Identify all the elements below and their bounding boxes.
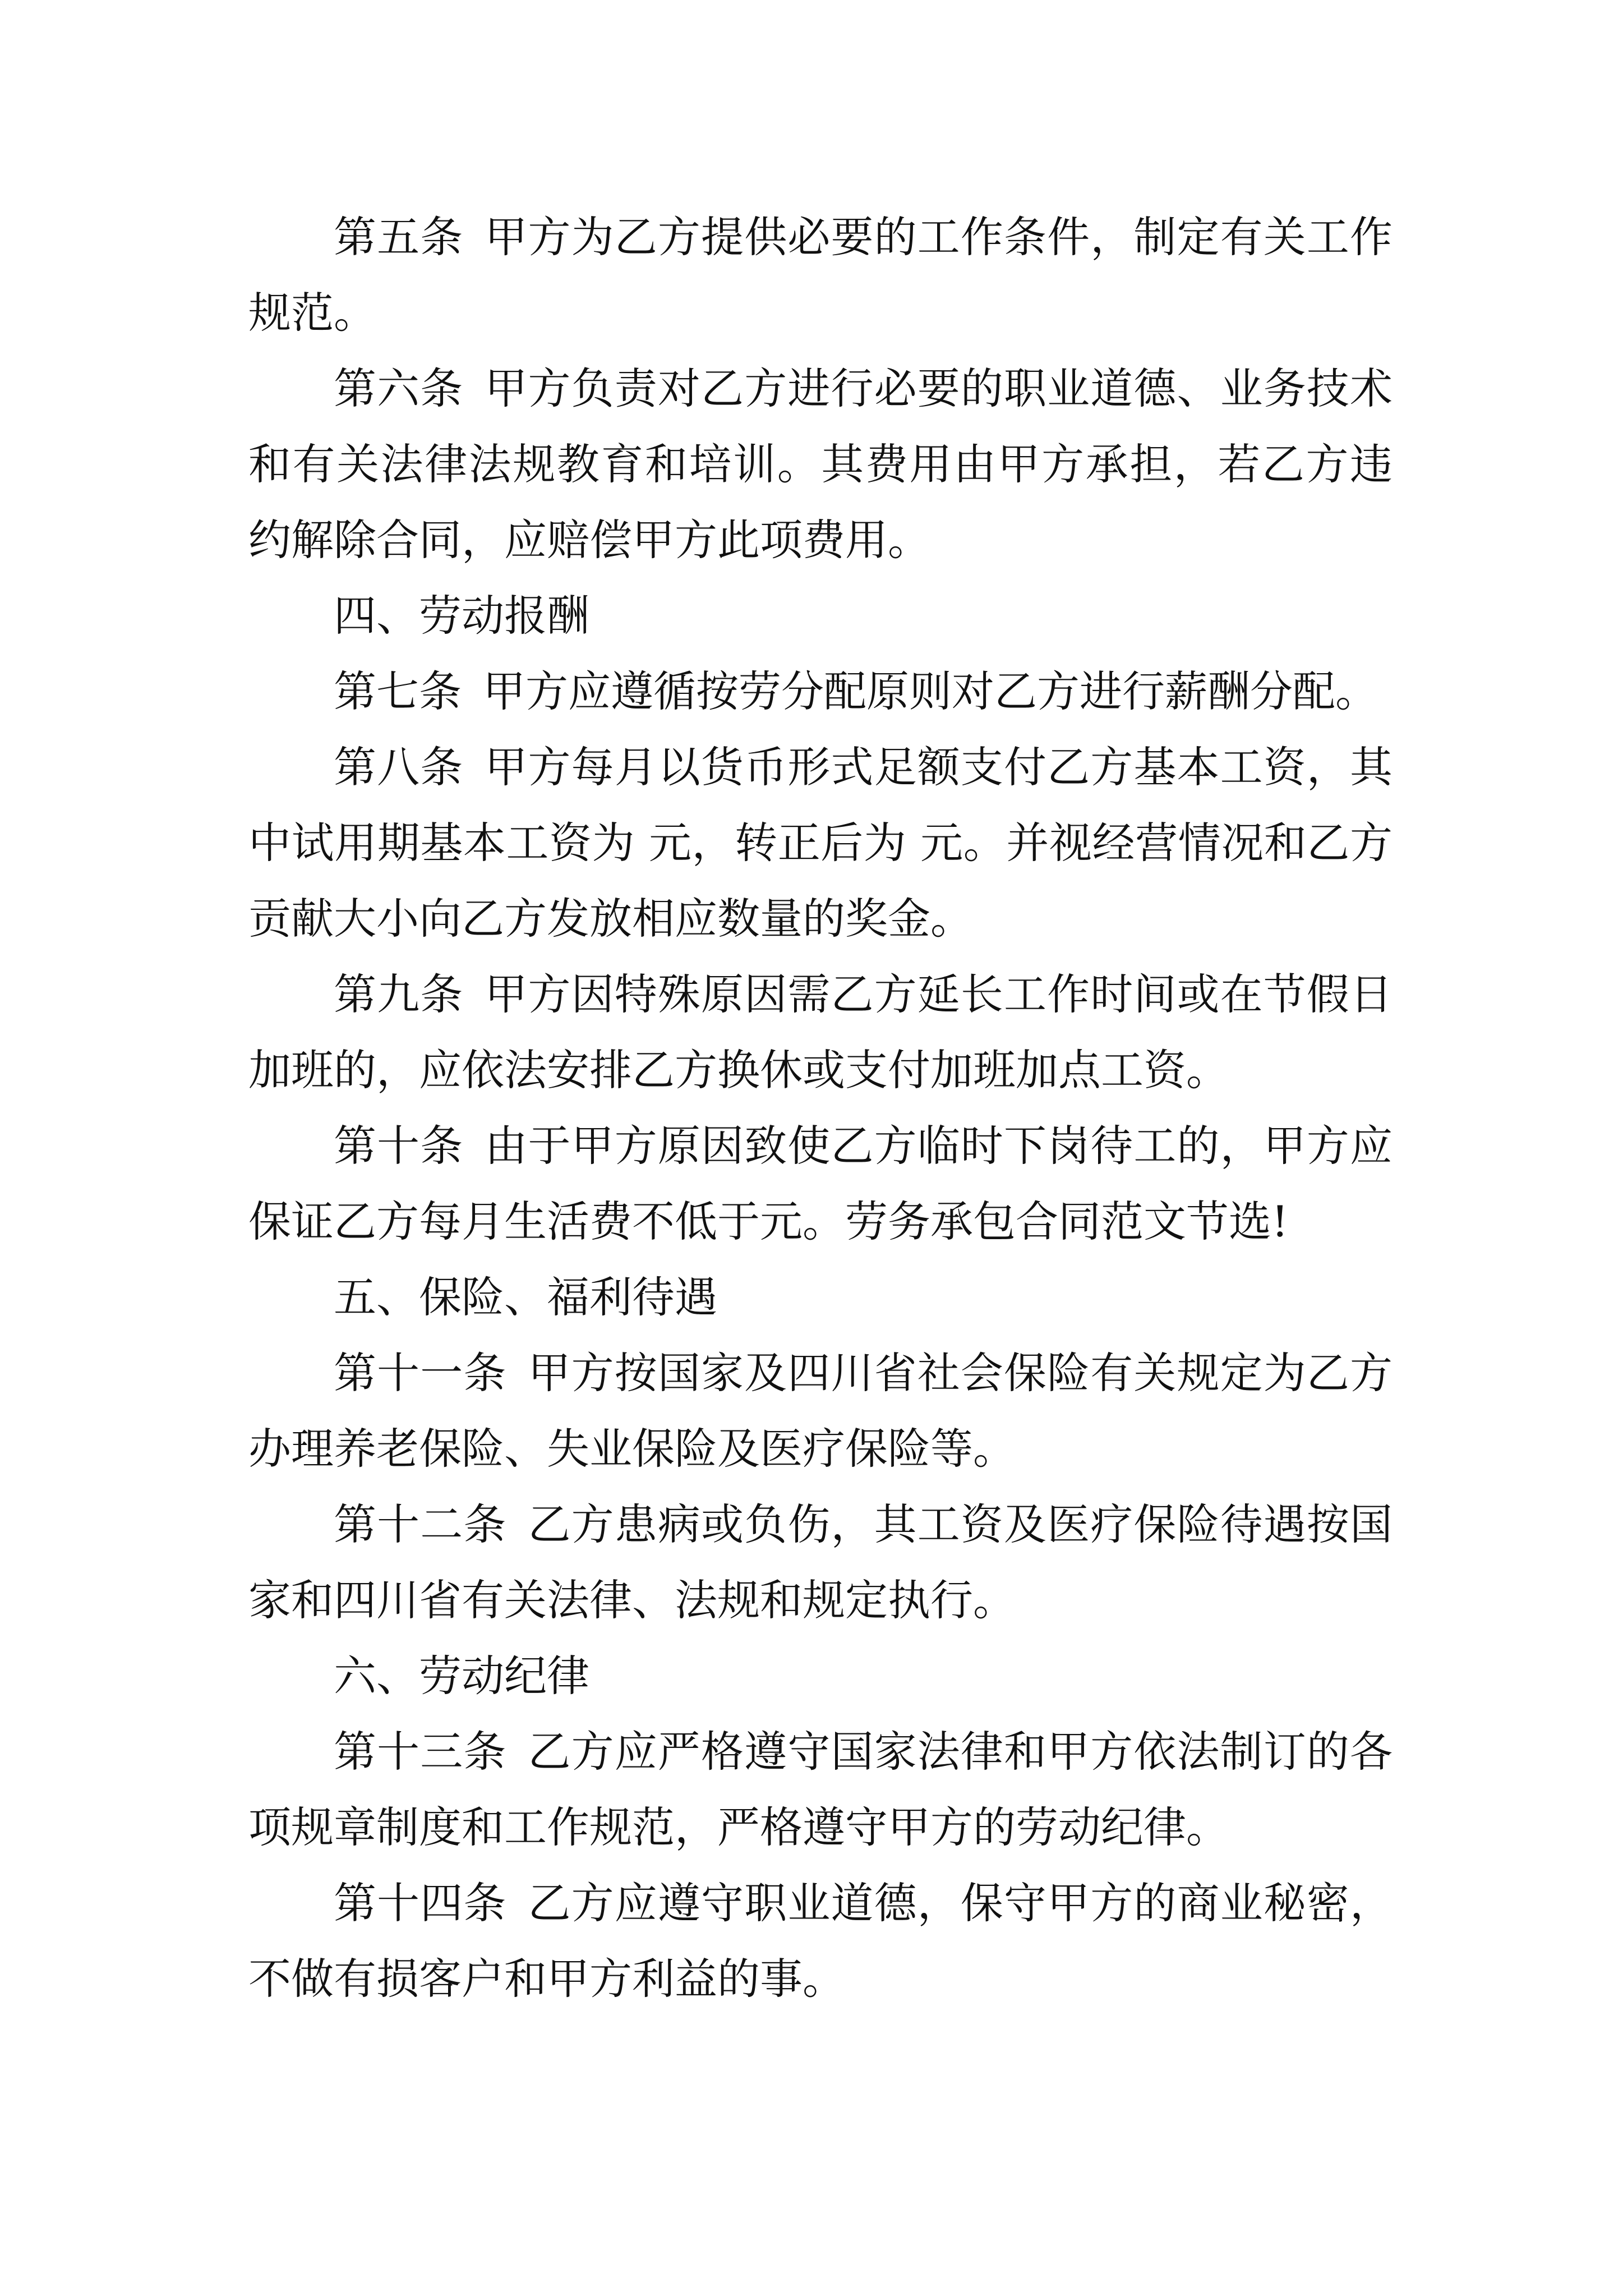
article-6 <box>248 351 1393 578</box>
article-text: 甲方负责对乙方进行必要的职业道德、业务技术和有关法律法规教育和培训。其费用由甲方承担，若乙方违约解除合同，应赔偿甲方此项费用。 <box>248 364 1393 565</box>
article-number: 第十三条 <box>334 1727 507 1777</box>
article-8 <box>248 729 1393 956</box>
article-text: 甲方按国家及四川省社会保险有关规定为乙方办理养老保险、失业保险及医疗保险等。 <box>248 1348 1393 1474</box>
article-13 <box>248 1714 1393 1865</box>
article-14 <box>248 1865 1393 2017</box>
article-11 <box>248 1335 1393 1487</box>
section-heading-text: 四、劳动报酬 <box>334 591 589 641</box>
article-7 <box>248 654 1393 729</box>
article-number: 第九条 <box>334 969 464 1019</box>
section-heading-5 <box>248 1259 1393 1335</box>
article-5 <box>248 199 1393 351</box>
article-9 <box>248 956 1393 1108</box>
article-text: 乙方应严格遵守国家法律和甲方依法制订的各项规章制度和工作规范，严格遵守甲方的劳动纪律。 <box>248 1727 1393 1852</box>
article-10 <box>248 1108 1393 1259</box>
article-number: 第十条 <box>334 1121 464 1171</box>
article-text: 甲方因特殊原因需乙方延长工作时间或在节假日加班的，应依法安排乙方换休或支付加班加点工资。 <box>248 969 1393 1095</box>
article-text: 甲方每月以货币形式足额支付乙方基本工资，其中试用期基本工资为 元，转正后为 元。并视经营情况和乙方贡献大小向乙方发放相应数量的奖金。 <box>248 742 1393 944</box>
article-text: 乙方患病或负伤，其工资及医疗保险待遇按国家和四川省有关法律、法规和规定执行。 <box>248 1499 1393 1625</box>
article-text: 乙方应遵守职业道德，保守甲方的商业秘密，不做有损客户和甲方利益的事。 <box>248 1878 1393 2004</box>
document-page <box>248 199 1393 2017</box>
article-number: 第五条 <box>334 212 464 262</box>
section-heading-text: 六、劳动纪律 <box>334 1651 589 1701</box>
article-number: 第十一条 <box>334 1348 507 1398</box>
article-number: 第七条 <box>334 666 462 716</box>
article-number: 第六条 <box>334 364 464 413</box>
section-heading-4 <box>248 578 1393 654</box>
article-12 <box>248 1487 1393 1638</box>
section-heading-6 <box>248 1638 1393 1714</box>
article-text: 由于甲方原因致使乙方临时下岗待工的，甲方应保证乙方每月生活费不低于元。劳务承包合同范文节选! <box>248 1121 1393 1246</box>
article-text: 甲方为乙方提供必要的工作条件，制定有关工作规范。 <box>248 212 1393 338</box>
section-heading-text: 五、保险、福利待遇 <box>334 1272 717 1322</box>
article-text: 甲方应遵循按劳分配原则对乙方进行薪酬分配。 <box>483 666 1378 716</box>
article-number: 第八条 <box>334 742 464 792</box>
article-number: 第十四条 <box>334 1878 507 1928</box>
article-number: 第十二条 <box>334 1499 507 1549</box>
